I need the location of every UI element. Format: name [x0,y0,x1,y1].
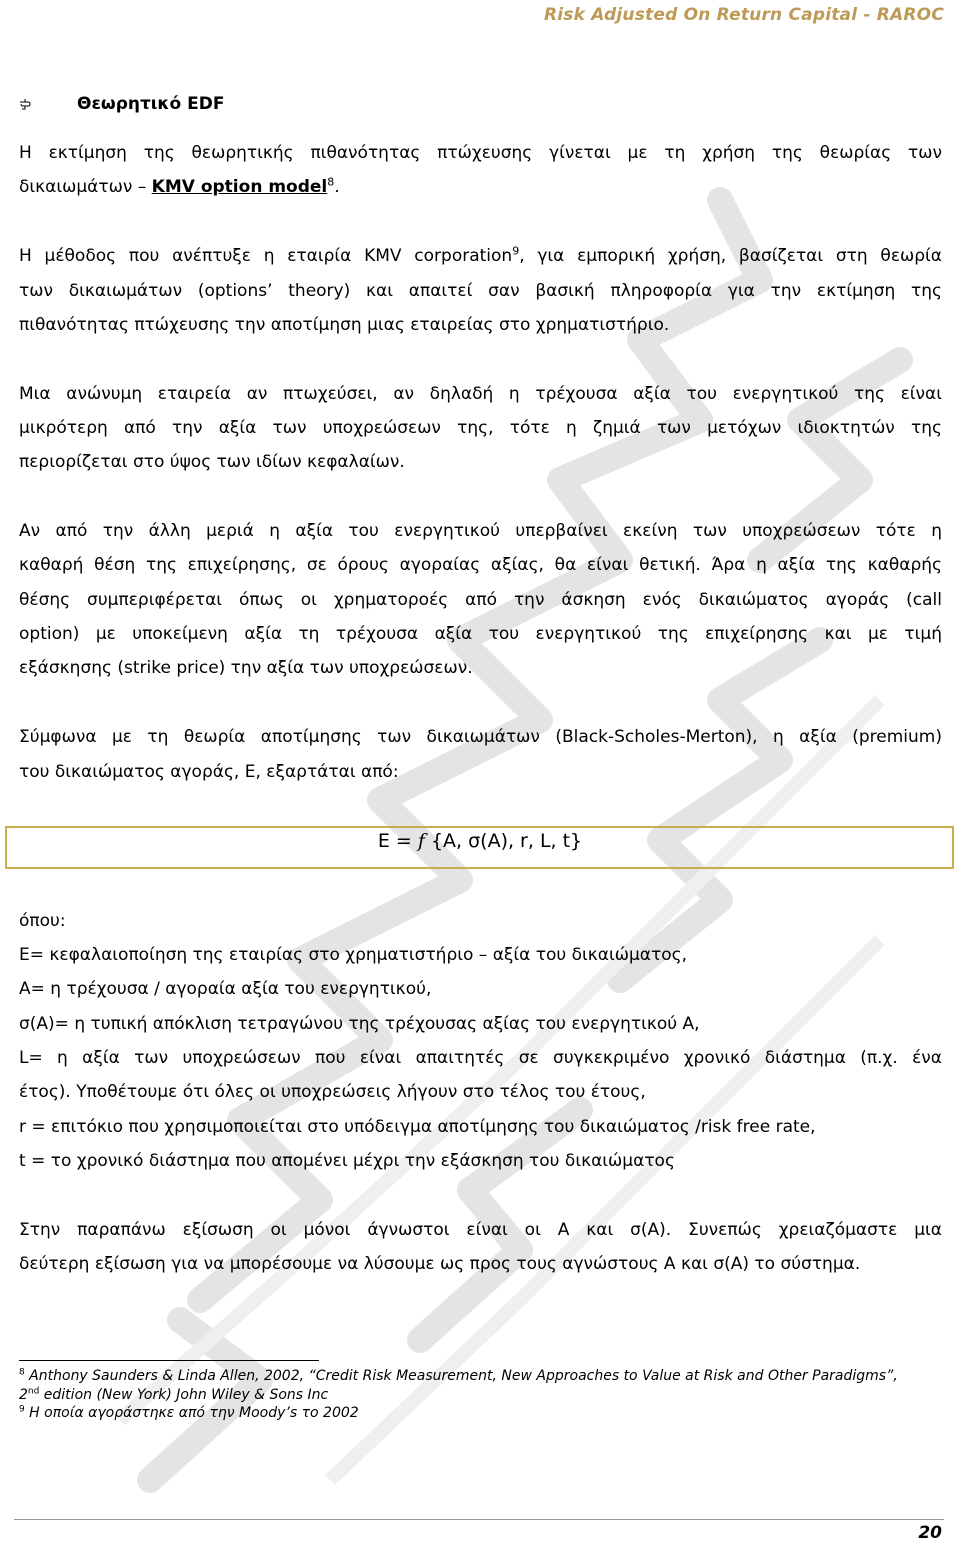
text-span: . [334,177,340,197]
footnote-8-cont [19,1387,328,1404]
text-span: Η μέθοδος που ανέπτυξε η εταιρία KMV corporation [19,246,513,266]
definition-l-cont: έτος). Υποθέτουμε ότι όλες οι υποχρεώσεις λήγουν στο τέλος του έτους, [19,1082,646,1102]
paragraph-line [19,176,942,198]
formula-rhs: {A, σ(A), r, L, t} [424,830,583,852]
paragraph-line: του δικαιώματος αγοράς, Ε, εξαρτάται από: [19,762,399,782]
paragraph-line [19,245,942,267]
paragraph-line: Η εκτίμηση της θεωρητικής πιθανότητας πτώχευσης γίνεται με τη χρήση της θεωρίας των [19,143,942,163]
footnote-ref-9[interactable]: 9 [512,244,520,258]
paragraph-line: μικρότερη από την αξία των υποχρεώσεων της, τότε η ζημιά των μετόχων ιδιοκτητών της [19,418,942,438]
pointing-hand-icon [19,98,35,110]
definition-a: Α= η τρέχουσα / αγοραία αξία του ενεργητικού, [19,979,432,999]
footnote-text: edition (New York) John Wiley & Sons Inc [39,1387,329,1403]
paragraph-line: option) με υποκείμενη αξία τη τρέχουσα αξία του ενεργητικού της επιχείρησης και με τιμή [19,624,942,644]
footnote-ref-8[interactable]: 8 [327,175,335,189]
paragraph-line: θέσης συμπεριφέρεται όπως οι χρηματοροές από την άσκηση ενός δικαιώματος αγοράς (call [19,590,942,610]
footnote-mark: 9 [19,1404,25,1415]
footnote-text: Η οποία αγοράστηκε από την Moody’s το 2002 [24,1405,359,1421]
paragraph-line: Σύμφωνα με τη θεωρία αποτίμησης των δικαιωμάτων (Black-Scholes-Merton), η αξία (premium) [19,727,942,747]
definitions-intro: όπου: [19,911,66,931]
footnote-separator [19,1360,319,1361]
formula-lhs: E = [377,830,418,852]
paragraph-line: πιθανότητας πτώχευσης την αποτίμηση μιας εταιρείας στο χρηματιστήριο. [19,315,670,335]
footnote-text: Anthony Saunders & Linda Allen, 2002, “Credit Risk Measurement, New Approaches to Value at Risk and Other Paradigms”, [24,1368,898,1384]
section-heading: Θεωρητικό EDF [77,94,225,114]
footnote-text: 2 [19,1387,28,1403]
paragraph-line: των δικαιωμάτων (options’ theory) και απαιτεί σαν βασική πληροφορία για την εκτίμηση της [19,281,942,301]
paragraph-line: περιορίζεται στο ύψος των ιδίων κεφαλαίων. [19,452,405,472]
running-header: Risk Adjusted On Return Capital - RAROC [543,5,944,25]
definition-r: r = επιτόκιο που χρησιμοποιείται στο υπόδειγμα αποτίμησης του δικαιώματος /risk free rate, [19,1117,816,1137]
paragraph-line: Αν από την άλλη μεριά η αξία του ενεργητικού υπερβαίνει εκείνη των υποχρεώσεων τότε η [19,521,942,541]
paragraph-line: δεύτερη εξίσωση για να μπορέσουμε να λύσουμε ως προς τους αγνώστους Α και σ(Α) το σύστημα. [19,1254,861,1274]
footer-rule [14,1519,944,1520]
kmv-option-model-term: KMV option model [151,177,328,197]
definition-sigma: σ(Α)= η τυπική απόκλιση τετραγώνου της τρέχουσας αξίας του ενεργητικού Α, [19,1014,700,1034]
formula-function-symbol: f [417,830,425,852]
page-number: 20 [918,1523,942,1543]
footnote-9 [19,1405,359,1422]
paragraph-line: εξάσκησης (strike price) την αξία των υποχρεώσεων. [19,658,473,678]
paragraph-line: καθαρή θέση της επιχείρησης, σε όρους αγοραίας αξίας, θα είναι θετική. Άρα η αξία της καθαρής [19,555,942,575]
formula [0,830,960,852]
definition-e: Ε= κεφαλαιοποίηση της εταιρίας στο χρηματιστήριο – αξία του δικαιώματος, [19,945,688,965]
text-span: , για εμπορική χρήση, βασίζεται στη θεωρία [519,246,942,266]
footnote-mark: 8 [19,1367,25,1378]
paragraph-line: Μια ανώνυμη εταιρεία αν πτωχεύσει, αν δηλαδή η τρέχουσα αξία του ενεργητικού της είναι [19,384,942,404]
definition-t: t = το χρονικό διάστημα που απομένει μέχρι την εξάσκηση του δικαιώματος [19,1151,675,1171]
text-span: δικαιωμάτων – [19,177,147,197]
footnote-8 [19,1368,898,1385]
ordinal-suffix: nd [27,1386,40,1397]
definition-l: L= η αξία των υποχρεώσεων που είναι απαιτητές σε συγκεκριμένο χρονικό διάστημα (π.χ. ένα [19,1048,942,1068]
paragraph-line: Στην παραπάνω εξίσωση οι μόνοι άγνωστοι είναι οι Α και σ(Α). Συνεπώς χρειαζόμαστε μια [19,1220,942,1240]
